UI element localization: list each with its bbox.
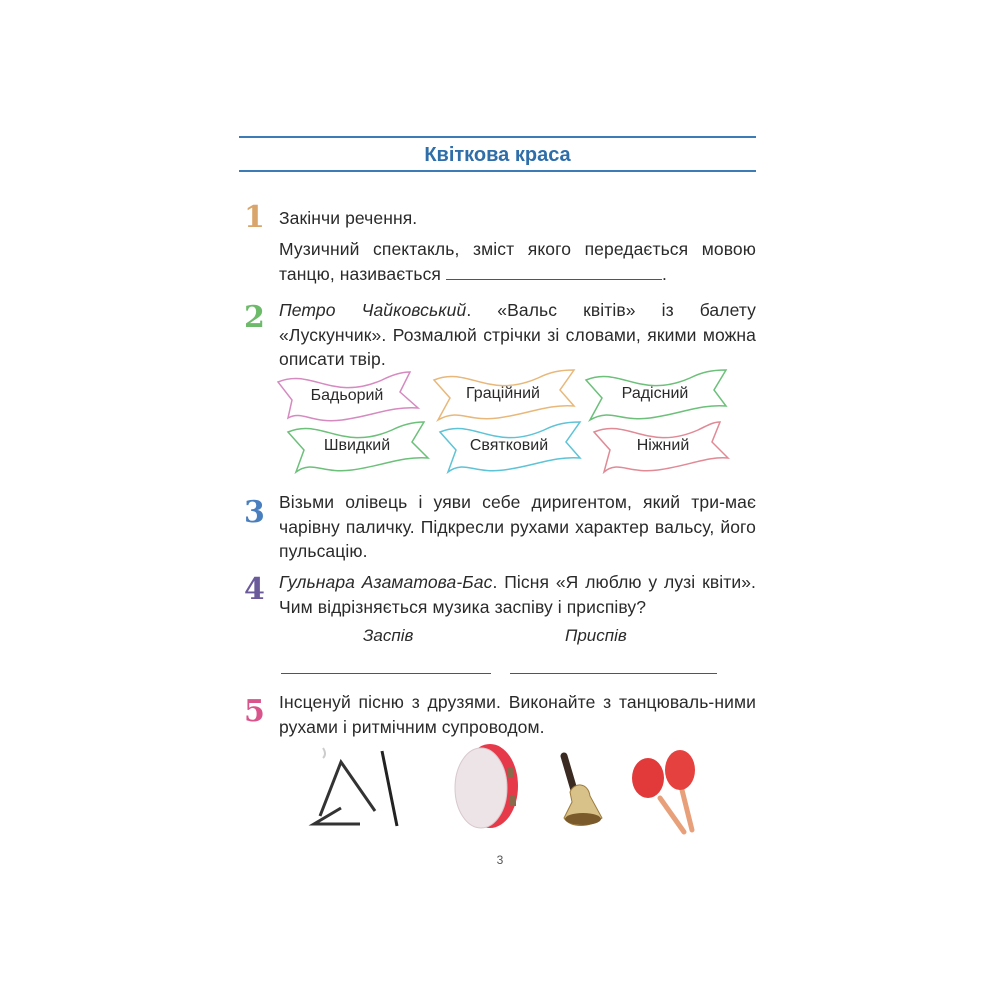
task-2-number: 2 xyxy=(244,300,265,335)
title-bottom-rule xyxy=(239,170,756,172)
page-title: Квіткова краса xyxy=(424,144,571,166)
ribbon-gratsiinyi[interactable] xyxy=(428,366,578,424)
page-number: 3 xyxy=(496,853,504,867)
task-3-number: 3 xyxy=(244,495,265,530)
pryspiv-answer-line[interactable] xyxy=(510,673,717,674)
task-4-description: . Пісня «Я люблю у лузі квіти». Чим відрізняється музика заспіву і приспіву? xyxy=(279,572,757,617)
ribbon-label: Швидкий xyxy=(323,437,391,454)
task-1-period: . xyxy=(661,263,667,284)
ribbon-label: Граційний xyxy=(466,385,540,402)
task-1-text xyxy=(279,237,756,286)
ribbon-nizhnyi[interactable] xyxy=(588,418,738,476)
title-top-rule xyxy=(239,136,756,138)
task-4-text xyxy=(279,570,756,619)
task-1-number: 1 xyxy=(244,200,265,235)
label-zaspiv: Заспів xyxy=(363,626,414,645)
ribbon-label: Ніжний xyxy=(636,437,690,454)
task-2-author: Петро Чайковський xyxy=(279,300,467,320)
label-pryspiv: Приспів xyxy=(565,626,627,645)
task-3-text: Візьми олівець і уяви себе диригентом, який три-має чарівну паличку. Підкресли рухами характер вальсу, його пульсацію. xyxy=(279,492,756,561)
task-2-text xyxy=(279,298,756,372)
task-5-text: Інсценуй пісню з друзями. Виконайте з танцюваль-ними рухами і ритмічним супроводом. xyxy=(279,692,756,737)
hand-bell-icon xyxy=(550,752,610,832)
ribbon-label: Радісний xyxy=(621,385,689,402)
task-4-author: Гульнара Азаматова-Бас xyxy=(279,572,493,592)
ribbon-sviatkovyi[interactable] xyxy=(434,418,584,476)
task-1-heading: Закінчи речення. xyxy=(279,208,418,228)
ribbon-label: Святковий xyxy=(469,437,549,454)
ribbon-shvydkyi[interactable] xyxy=(282,418,432,476)
task-4-number: 4 xyxy=(244,572,265,607)
zaspiv-answer-line[interactable] xyxy=(281,673,491,674)
ribbon-radisnyi[interactable] xyxy=(580,366,730,424)
tambourine-icon xyxy=(450,744,525,834)
ribbon-label: Бадьорий xyxy=(310,387,384,404)
maracas-icon xyxy=(630,748,705,838)
task-2-description: . «Вальс квітів» із балету «Лускунчик». Розмалюй стрічки зі словами, якими можна описати твір. xyxy=(279,300,756,369)
triangle-icon xyxy=(305,746,405,831)
task-1-answer-blank[interactable] xyxy=(446,279,662,280)
task-5-number: 5 xyxy=(244,694,265,729)
task-1-sentence: Музичний спектакль, зміст якого передається мовою танцю, називається xyxy=(279,239,756,284)
